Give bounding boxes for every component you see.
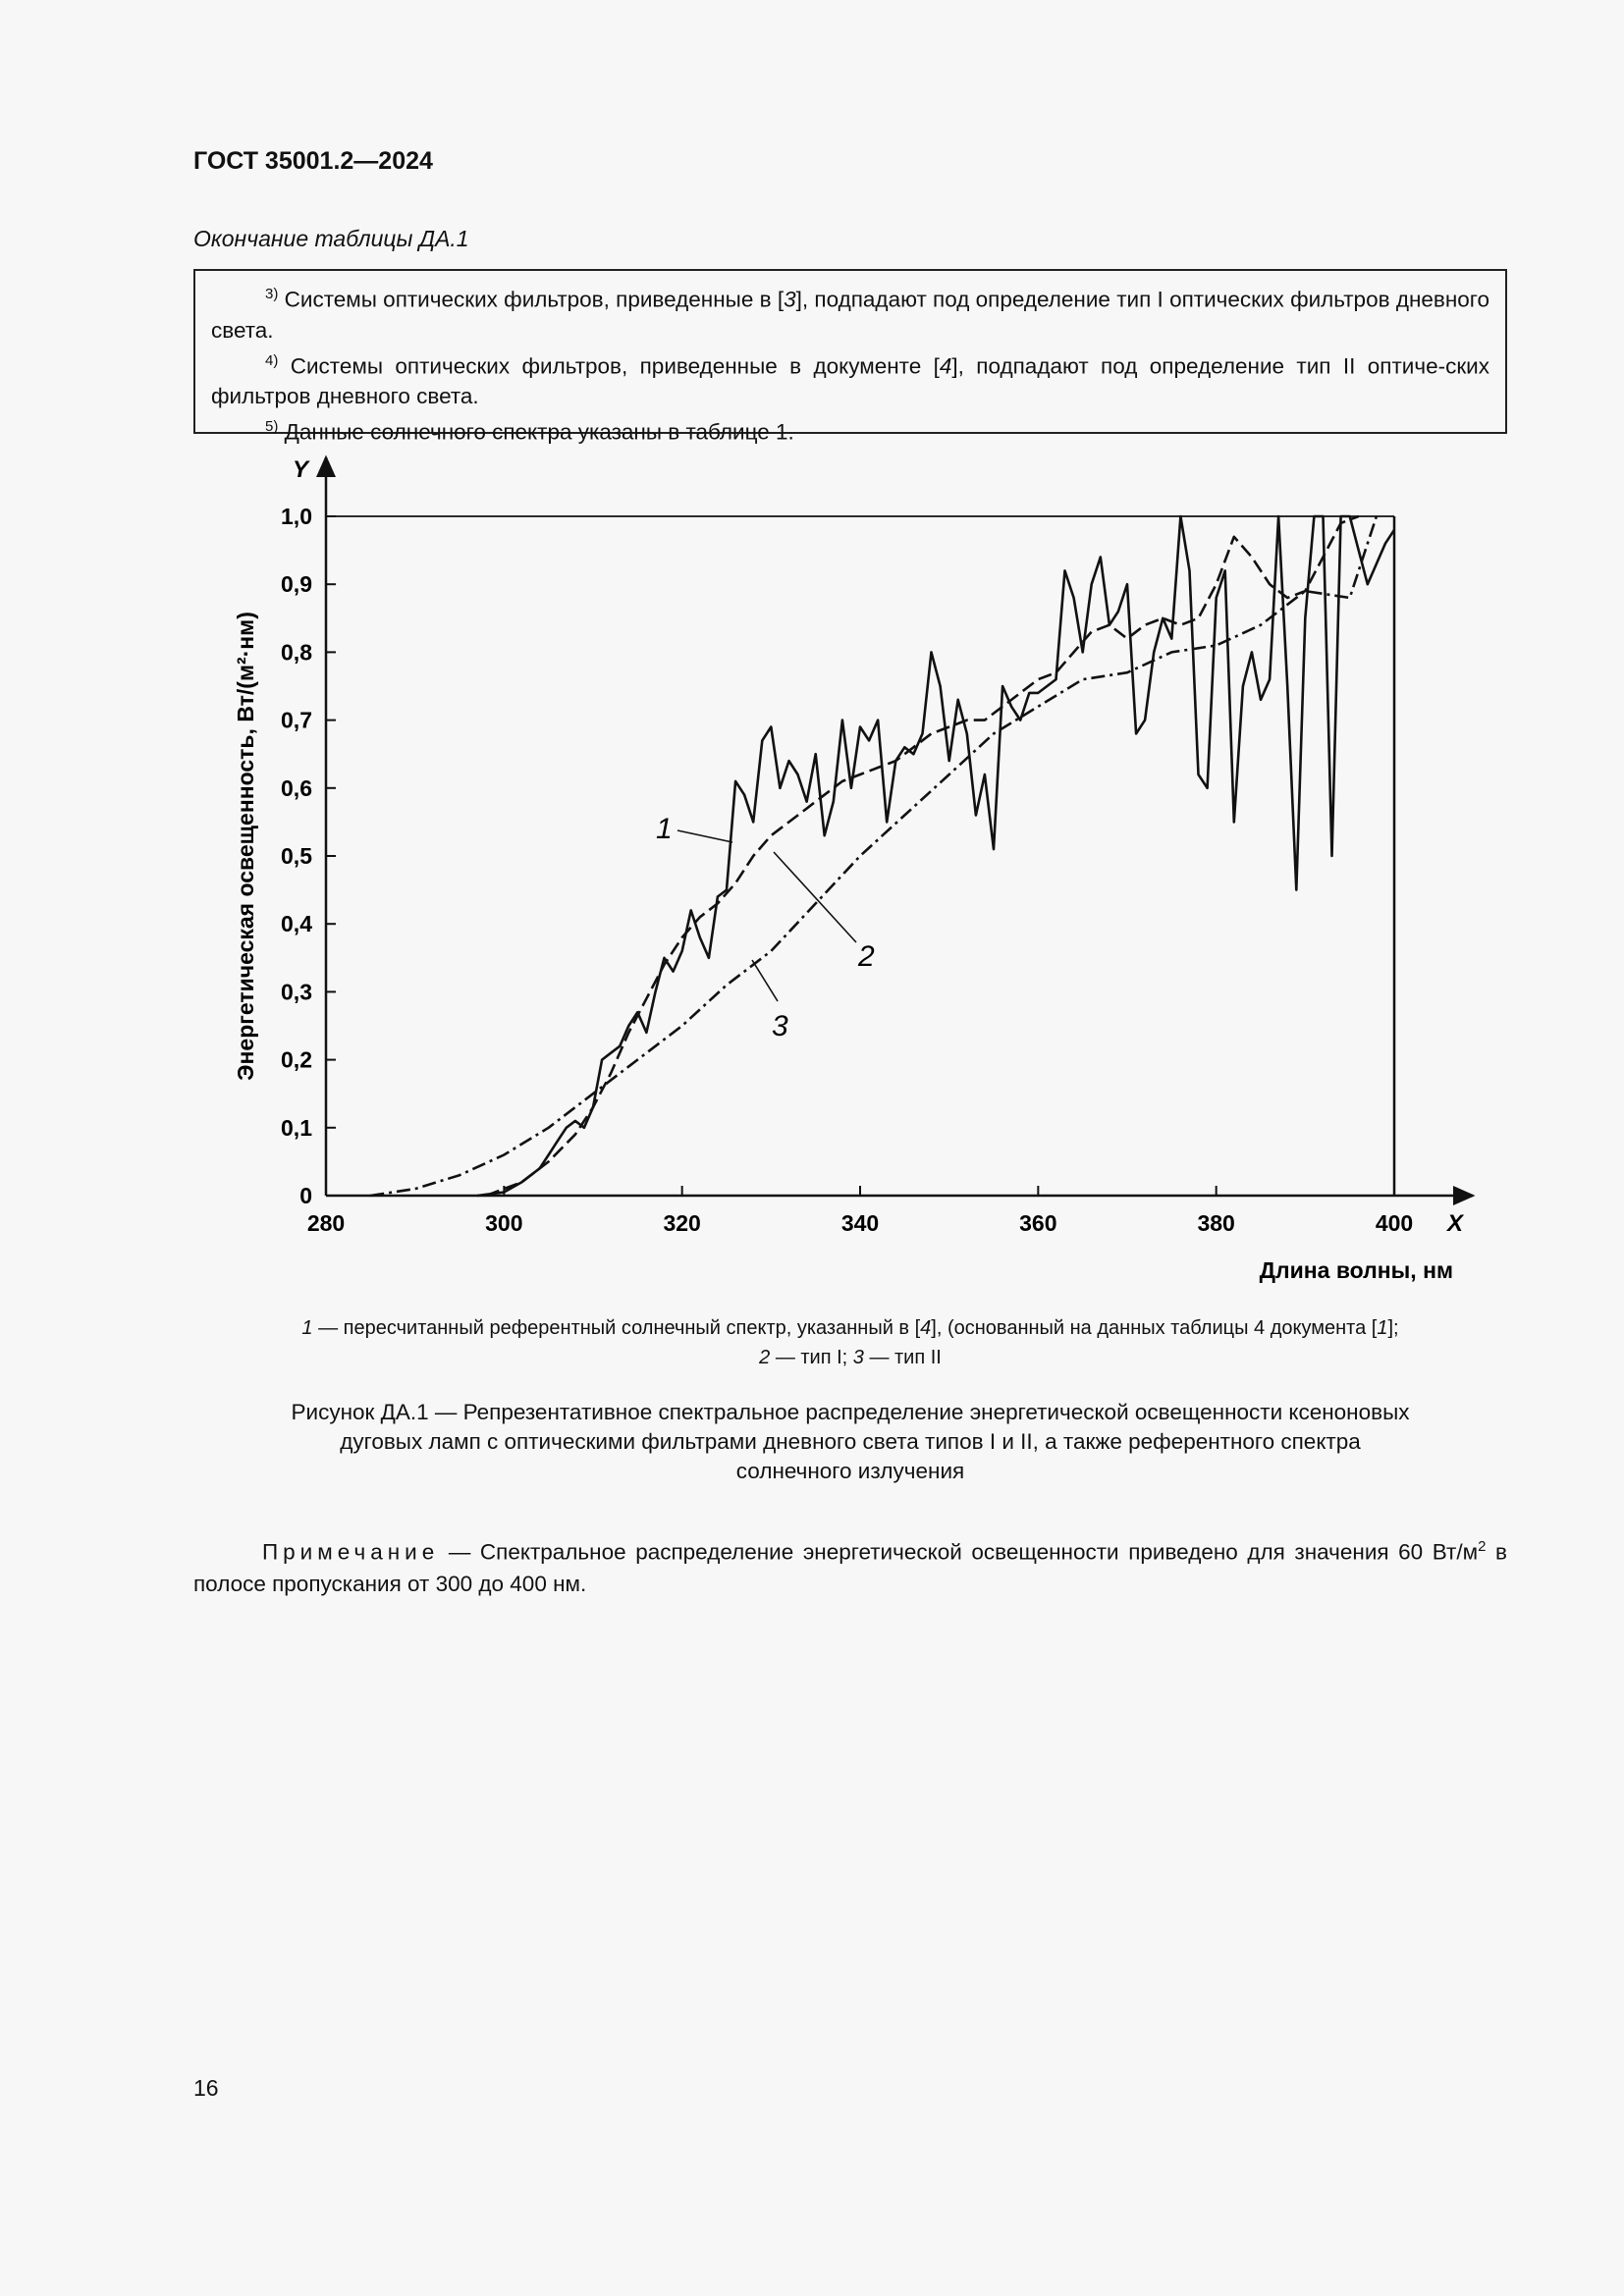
y-tick-label: 1,0 — [281, 504, 312, 529]
x-tick-label: 280 — [306, 1210, 346, 1236]
y-tick-label: 0,1 — [281, 1114, 312, 1141]
series-2-leader — [774, 852, 856, 942]
footnote-3: $^{3)}$ Системы оптических фильтров, приведенные в [3], подпадают под определение тип I оптических фильтров дневного света. — [211, 286, 1490, 343]
y-tick-label: 0,2 — [281, 1046, 312, 1073]
y-tick-label: 0,6 — [281, 774, 312, 801]
footnote-4: $^{4)}$ Системы оптических фильтров, приведенные в документе [4], подпадают под определение тип II оптиче-ских фильтров дневного света. — [211, 351, 1489, 408]
chart-series — [370, 516, 1394, 1196]
y-tick-label: 0,7 — [281, 707, 312, 733]
series-1-label: 1 — [656, 813, 673, 845]
note-label: Примечание — [262, 1539, 440, 1565]
y-tick-label: 0,5 — [281, 843, 312, 869]
chart-axes — [326, 457, 1473, 1196]
x-tick-label: 380 — [1197, 1210, 1235, 1236]
y-tick-label: 0,3 — [281, 979, 312, 1005]
figure-caption: Рисунок ДА.1 — Репрезентативное спектральное распределение энергетической освещенности ксеноновых дуговых ламп с оптическими фильтрами дневного света типов I и II, а также референтного спектра солнечного излучения — [291, 1400, 1410, 1483]
series-2-label: 2 — [858, 940, 875, 973]
y-axis-title: Энергетическая освещенность, Вт/(м²·нм) — [233, 612, 258, 1081]
x-axis-title: Длина волны, нм — [1259, 1257, 1453, 1283]
y-tick-label: 0,8 — [281, 639, 312, 666]
y-tick-label: 0,4 — [281, 911, 312, 937]
page-number: 16 — [193, 2075, 219, 2101]
x-tick-label: 300 — [485, 1210, 523, 1236]
y-axis-letter: Y — [293, 456, 309, 483]
x-tick-label: 400 — [1375, 1210, 1414, 1236]
y-tick-label: 0 — [299, 1183, 312, 1208]
series-3-leader — [752, 960, 778, 1001]
table-footnotes-box — [193, 269, 1507, 445]
legend-line-1: 1 — пересчитанный референтный солнечный спектр, указанный в [4], (основанный на данных таблицы 4 документа [1]; — [301, 1317, 1399, 1339]
spectrum-chart — [216, 452, 1492, 1296]
legend-line-2: 2 — тип I; 3 — тип II — [759, 1347, 942, 1368]
document-header: ГОСТ 35001.2—2024 — [193, 147, 433, 175]
x-tick-label: 360 — [1019, 1210, 1057, 1236]
x-tick-label: 340 — [840, 1210, 880, 1236]
x-axis-letter: X — [1447, 1210, 1464, 1237]
figure-legend — [193, 1313, 1507, 1372]
note-paragraph: Примечание — Спектральное распределение энергетической освещенности приведено для значения 60 $Вт/м^2$ в полосе пропускания от 300 до 400 нм. — [193, 1538, 1507, 1596]
series-1-line — [477, 516, 1394, 1196]
series-3-label: 3 — [772, 1010, 788, 1042]
series-1-leader — [677, 830, 732, 842]
y-tick-label: 0,9 — [281, 571, 312, 598]
table-continuation-label: Окончание таблицы ДА.1 — [193, 226, 469, 251]
x-tick-label: 320 — [663, 1210, 701, 1236]
footnote-5: $^{5)}$ Данные солнечного спектра указаны в таблице 1. — [265, 418, 794, 445]
